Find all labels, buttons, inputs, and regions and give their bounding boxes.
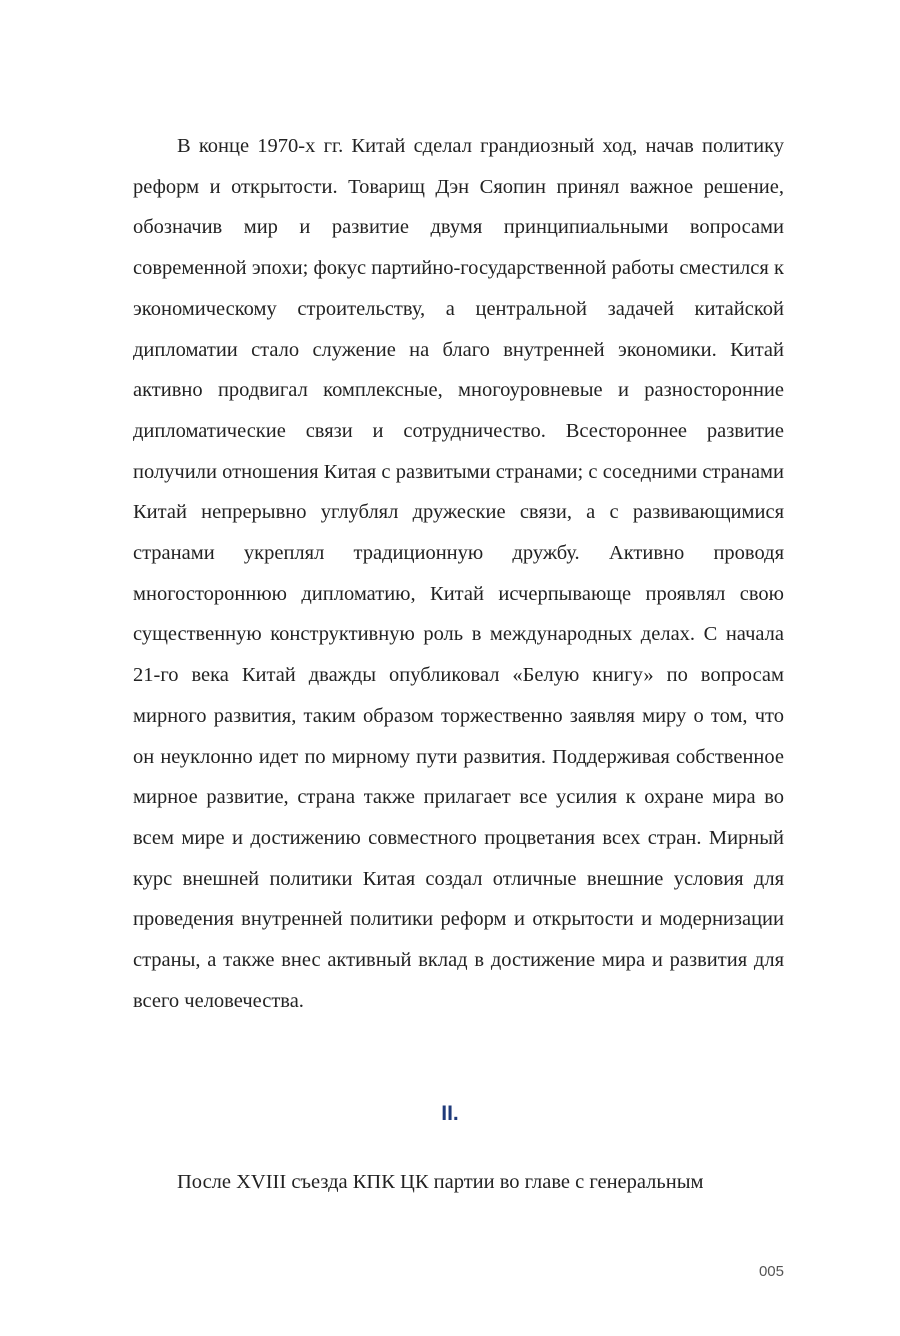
body-paragraph: В конце 1970-х гг. Китай сделал грандиозный ход, начав политику реформ и открытости. Товарищ Дэн Сяопин принял важное решение, обозначив мир и развитие двумя принципиальными вопросами современной эпохи; фокус партийно-государственной работы сместился к экономическому строительству, а центральной задачей китайской дипломатии стало служение на благо внутренней экономики. Китай активно продвигал комплексные, многоуровневые и разносторонние дипломатические связи и сотрудничество. Всестороннее развитие получили отношения Китая с развитыми странами; с соседними странами Китай непрерывно углублял дружеские связи, а с развивающимися странами укреплял традиционную дружбу. Активно проводя многостороннюю дипломатию, Китай исчерпывающе проявлял свою существенную конструктивную роль в международных делах. С начала 21-го века Китай дважды опубликовал «Белую книгу» по вопросам мирного развития, таким образом торжественно заявляя миру о том, что он неуклонно идет по мирному пути развития. Поддерживая собственное мирное развитие, страна также прилагает все усилия к охране мира во всем мире и достижению совместного процветания всех стран. Мирный курс внешней политики Китая создал отличные внешние условия для проведения внутренней политики реформ и открытости и модернизации страны, а также внес активный вклад в достижение мира и развития для всего человечества.	[133, 135, 784, 1012]
page-number: 005	[758, 1263, 784, 1280]
body-paragraph: После XVIII съезда КПК ЦК партии во главе с генеральным	[177, 1171, 704, 1193]
section-heading: II.	[441, 1102, 459, 1125]
